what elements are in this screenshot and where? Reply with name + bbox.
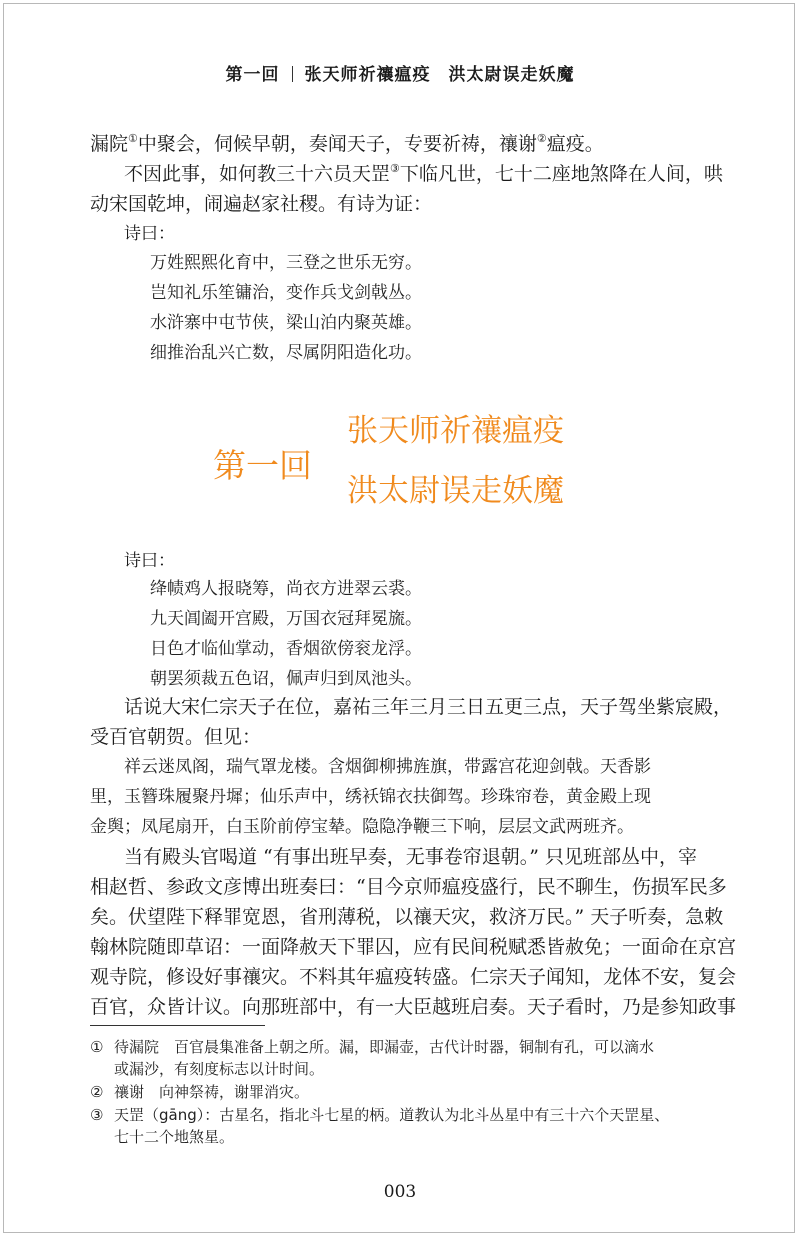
footnote-3: ③ 天罡（gāng）：古星名，指北斗七星的柄。道教认为北斗丛星中有三十六个天罡星、	[90, 1106, 670, 1124]
intro-line-1: 漏院①中聚会，伺候早朝，奏闻天子，专要祈祷，禳谢②瘟疫。	[90, 132, 604, 155]
intro-line-2: 不因此事，如何教三十六员天罡③下临凡世，七十二座地煞降在人间，哄	[124, 162, 723, 185]
description-line: 祥云迷凤阁，瑞气罩龙楼。含烟御柳拂旌旗，带露宫花迎剑戟。天香影	[124, 757, 651, 777]
description-line: 金舆；凤尾扇开，白玉阶前停宝辇。隐隐净鞭三下响，层层文武两班齐。	[90, 817, 634, 837]
footnote-3-cont: 七十二个地煞星。	[114, 1128, 235, 1146]
para2-line: 翰林院随即草诏：一面降赦天下罪囚，应有民间税赋悉皆赦免；一面命在京宫	[90, 936, 737, 958]
header-chapter: 第一回	[225, 65, 280, 85]
para2-line: 相赵哲、参政文彦博出班奏曰：“目今京师瘟疫盛行，民不聊生，伤损军民多	[90, 876, 727, 898]
para2-line: 观寺院，修设好事禳灾。不料其年瘟疫转盛。仁宗天子闻知，龙体不安，复会	[90, 966, 737, 988]
footnote-1: ① 待漏院 百官晨集准备上朝之所。漏，即漏壶，古代计时器，铜制有孔，可以滴水	[90, 1038, 655, 1056]
running-header	[0, 60, 800, 85]
para2-line: 矣。伏望陛下释罪宽恩，省刑薄税，以禳天灾，救济万民。” 天子听奏，急敕	[90, 906, 724, 928]
footnote-ref-1[interactable]: ①	[128, 132, 138, 145]
body-poem-line: 日色才临仙掌动，香烟欲傍衮龙浮。	[150, 639, 422, 659]
intro-line-3: 动宋国乾坤，闹遍赵家社稷。有诗为证：	[90, 193, 433, 215]
intro-poem-line: 细推治乱兴亡数，尽属阴阳造化功。	[150, 343, 422, 363]
body-poem-line: 朝罢须裁五色诏，佩声归到凤池头。	[150, 669, 422, 689]
body-poem-line: 绛帻鸡人报晓筹，尚衣方进翠云裘。	[150, 579, 422, 599]
footnote-mark: ①	[90, 1038, 104, 1056]
para1-line: 受百官朝贺。但见：	[90, 726, 262, 748]
body-poem-label: 诗曰：	[124, 551, 175, 571]
intro-poem-label: 诗曰：	[124, 224, 175, 244]
para2-line: 百官，众皆计议。向那班部中，有一大臣越班启奏。天子看时，乃是参知政事	[90, 996, 737, 1018]
intro-poem-line: 水浒寨中屯节侠，梁山泊内聚英雄。	[150, 313, 422, 333]
description-line: 里，玉簪珠履聚丹墀；仙乐声中，绣袄锦衣扶御驾。珍珠帘卷，黄金殿上现	[90, 787, 651, 807]
header-title-b: 洪太尉误走妖魔	[448, 65, 575, 85]
body-poem-line: 九天阊阖开宫殿，万国衣冠拜冕旒。	[150, 609, 422, 629]
footnote-mark: ②	[90, 1083, 104, 1101]
intro-poem-line: 岂知礼乐笙镛治，变作兵戈剑戟丛。	[150, 283, 422, 303]
footnote-ref-3[interactable]: ③	[390, 162, 400, 175]
footnote-2: ② 禳谢 向神祭祷，谢罪消灾。	[90, 1083, 310, 1101]
footnote-rule	[90, 1025, 265, 1026]
para1-line: 话说大宋仁宗天子在位，嘉祐三年三月三日五更三点，天子驾坐紫宸殿，	[124, 696, 733, 718]
chapter-title-line-1: 张天师祈禳瘟疫	[347, 413, 564, 449]
chapter-number: 第一回	[213, 446, 312, 485]
page-number: 003	[383, 1182, 417, 1202]
para2-line: 当有殿头官喝道 “有事出班早奏，无事卷帘退朝。” 只见班部丛中，宰	[124, 846, 698, 868]
chapter-title-line-2: 洪太尉误走妖魔	[347, 473, 564, 509]
header-separator	[292, 66, 293, 82]
header-title-a: 张天师祈禳瘟疫	[304, 65, 431, 85]
intro-poem-line: 万姓熙熙化育中，三登之世乐无穷。	[150, 253, 422, 273]
footnote-mark: ③	[90, 1106, 104, 1124]
footnote-ref-2[interactable]: ②	[536, 132, 547, 145]
footnote-1-cont: 或漏沙，有刻度标志以计时间。	[114, 1060, 325, 1078]
